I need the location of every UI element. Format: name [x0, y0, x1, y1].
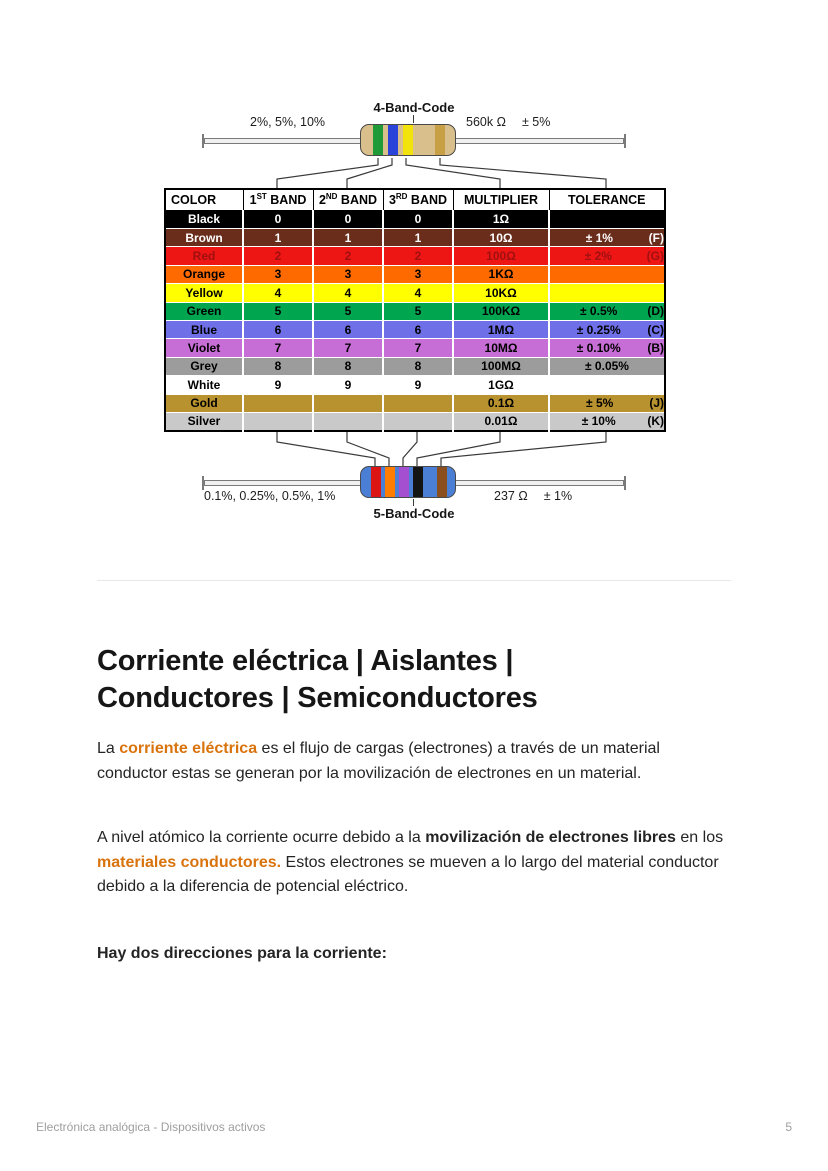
tolerance-cell: ± 0.05% — [549, 357, 665, 375]
color-name-cell: Yellow — [165, 284, 243, 302]
resistor-band — [403, 125, 413, 155]
color-table-row — [165, 412, 665, 431]
resistor-band — [388, 125, 398, 155]
color-name-cell: Orange — [165, 265, 243, 283]
five-band-code-label: 5-Band-Code — [373, 506, 455, 521]
band-1-cell — [243, 412, 313, 431]
band-1-cell: 8 — [243, 357, 313, 375]
document-page — [0, 100, 828, 1134]
band-3-cell: 4 — [383, 284, 453, 302]
color-name-cell: Brown — [165, 228, 243, 246]
four-band-resistor-body — [360, 124, 456, 156]
page-footer — [36, 1120, 792, 1134]
resistor-band — [437, 467, 447, 497]
page-number: 5 — [785, 1120, 792, 1134]
band-1-cell: 9 — [243, 376, 313, 394]
tolerance-cell — [549, 210, 665, 228]
paragraph — [97, 737, 731, 786]
four-band-tolerance-options-label: 2%, 5%, 10% — [250, 115, 326, 129]
band-3-cell — [383, 412, 453, 431]
band-2-cell — [313, 412, 383, 431]
accent-text: materiales conductores. — [97, 853, 282, 871]
tolerance-cell: ± 1% (F) — [549, 228, 665, 246]
tolerance-cell: ± 0.25% (C) — [549, 320, 665, 338]
color-table-row — [165, 376, 665, 394]
band-3-cell: 9 — [383, 376, 453, 394]
five-band-tolerance-options-label: 0.1%, 0.25%, 0.5%, 1% — [204, 489, 336, 503]
band-1-cell: 6 — [243, 320, 313, 338]
multiplier-cell: 1MΩ — [453, 320, 549, 338]
color-table-row — [165, 302, 665, 320]
multiplier-cell: 10Ω — [453, 228, 549, 246]
pointer-line — [413, 499, 414, 506]
band-1-cell: 0 — [243, 210, 313, 228]
resistor-value: 560k Ω — [466, 115, 506, 129]
text-run: es el flujo de cargas (electrones) a través de un material conductor estas se generan por la movilización de electrones en un material. — [97, 740, 660, 782]
connector-lines — [164, 157, 664, 188]
band-2-cell: 1 — [313, 228, 383, 246]
resistor-color-table — [164, 188, 666, 432]
color-table-row — [165, 320, 665, 338]
document-content — [97, 580, 731, 966]
color-name-cell: Silver — [165, 412, 243, 431]
text-run: A nivel atómico la corriente ocurre debido a la — [97, 829, 426, 846]
divider — [97, 580, 731, 581]
color-table-row — [165, 265, 665, 283]
resistor-band — [371, 467, 381, 497]
header-tolerance: TOLERANCE — [549, 189, 665, 210]
color-name-cell: Violet — [165, 339, 243, 357]
band-1-cell: 5 — [243, 302, 313, 320]
header-multiplier: MULTIPLIER — [453, 189, 549, 210]
header-band-2: 2ND BAND — [313, 189, 383, 210]
color-table-row — [165, 339, 665, 357]
band-3-cell: 3 — [383, 265, 453, 283]
heading-line-1: Corriente eléctrica | Aislantes | — [97, 645, 514, 677]
band-2-cell — [313, 394, 383, 412]
header-color: COLOR — [165, 189, 243, 210]
tolerance-cell — [549, 376, 665, 394]
tolerance-cell — [549, 265, 665, 283]
color-name-cell: Gold — [165, 394, 243, 412]
color-table-row — [165, 357, 665, 375]
band-1-cell: 2 — [243, 247, 313, 265]
resistor-band — [435, 125, 445, 155]
resistor-band — [373, 125, 383, 155]
resistor-tolerance: ± 5% — [521, 115, 551, 129]
color-table-body — [165, 210, 665, 431]
band-1-cell: 1 — [243, 228, 313, 246]
band-1-cell: 4 — [243, 284, 313, 302]
band-2-cell: 5 — [313, 302, 383, 320]
tolerance-cell: ± 0.5% (D) — [549, 302, 665, 320]
multiplier-cell: 1GΩ — [453, 376, 549, 394]
multiplier-cell: 1KΩ — [453, 265, 549, 283]
paragraph-bold: Hay dos direcciones para la corriente: — [97, 944, 387, 962]
multiplier-cell: 10KΩ — [453, 284, 549, 302]
band-3-cell: 1 — [383, 228, 453, 246]
band-1-cell: 7 — [243, 339, 313, 357]
color-name-cell: Red — [165, 247, 243, 265]
band-1-cell — [243, 394, 313, 412]
band-3-cell: 8 — [383, 357, 453, 375]
band-2-cell: 3 — [313, 265, 383, 283]
header-band-3: 3RD BAND — [383, 189, 453, 210]
page-heading — [97, 643, 731, 717]
color-name-cell: Black — [165, 210, 243, 228]
band-2-cell: 9 — [313, 376, 383, 394]
band-3-cell — [383, 394, 453, 412]
resistor-band — [413, 467, 423, 497]
color-name-cell: White — [165, 376, 243, 394]
accent-text: corriente eléctrica — [119, 740, 258, 757]
multiplier-cell: 100KΩ — [453, 302, 549, 320]
footer-breadcrumb: Electrónica analógica - Dispositivos activos — [36, 1120, 266, 1134]
multiplier-cell: 100MΩ — [453, 357, 549, 375]
tolerance-cell: ± 2% (G) — [549, 247, 665, 265]
header-band-1: 1ST BAND — [243, 189, 313, 210]
band-3-cell: 2 — [383, 247, 453, 265]
table-header-row — [165, 189, 665, 210]
band-2-cell: 6 — [313, 320, 383, 338]
color-name-cell: Blue — [165, 320, 243, 338]
resistor-value: 237 Ω — [494, 489, 528, 503]
resistor-color-code-figure[interactable] — [164, 100, 664, 524]
band-3-cell: 0 — [383, 210, 453, 228]
pointer-line — [413, 115, 414, 123]
five-band-value-label — [494, 489, 572, 503]
heading-line-2: Conductores | Semiconductores — [97, 682, 538, 714]
multiplier-cell: 100Ω — [453, 247, 549, 265]
tolerance-cell — [549, 284, 665, 302]
tolerance-cell: ± 5% (J) — [549, 394, 665, 412]
resistor-band — [399, 467, 409, 497]
connector-lines — [164, 432, 664, 468]
resistor-band — [385, 467, 395, 497]
five-band-resistor-body — [360, 466, 456, 498]
tolerance-cell: ± 0.10% (B) — [549, 339, 665, 357]
text-run: La — [97, 740, 120, 757]
paragraph — [97, 826, 731, 900]
multiplier-cell: 0.1Ω — [453, 394, 549, 412]
four-band-code-label: 4-Band-Code — [373, 100, 455, 115]
four-band-value-label — [466, 115, 550, 129]
color-table-row — [165, 210, 665, 228]
resistor-tolerance: ± 1% — [543, 489, 573, 503]
band-3-cell: 5 — [383, 302, 453, 320]
text-run: en los — [675, 829, 724, 846]
band-2-cell: 4 — [313, 284, 383, 302]
band-2-cell: 7 — [313, 339, 383, 357]
multiplier-cell: 1Ω — [453, 210, 549, 228]
text-run: Estos electrones se mueven a lo largo del material conductor debido a la diferencia de potencial eléctrico. — [97, 853, 719, 895]
band-2-cell: 0 — [313, 210, 383, 228]
band-3-cell: 7 — [383, 339, 453, 357]
band-1-cell: 3 — [243, 265, 313, 283]
band-2-cell: 8 — [313, 357, 383, 375]
color-table-row — [165, 394, 665, 412]
multiplier-cell: 10MΩ — [453, 339, 549, 357]
color-table-row — [165, 284, 665, 302]
band-2-cell: 2 — [313, 247, 383, 265]
tolerance-cell: ± 10% (K) — [549, 412, 665, 431]
color-table-row — [165, 228, 665, 246]
color-table-row — [165, 247, 665, 265]
band-3-cell: 6 — [383, 320, 453, 338]
multiplier-cell: 0.01Ω — [453, 412, 549, 431]
bold-text: movilización de electrones libres — [425, 829, 676, 846]
color-name-cell: Green — [165, 302, 243, 320]
color-name-cell: Grey — [165, 357, 243, 375]
